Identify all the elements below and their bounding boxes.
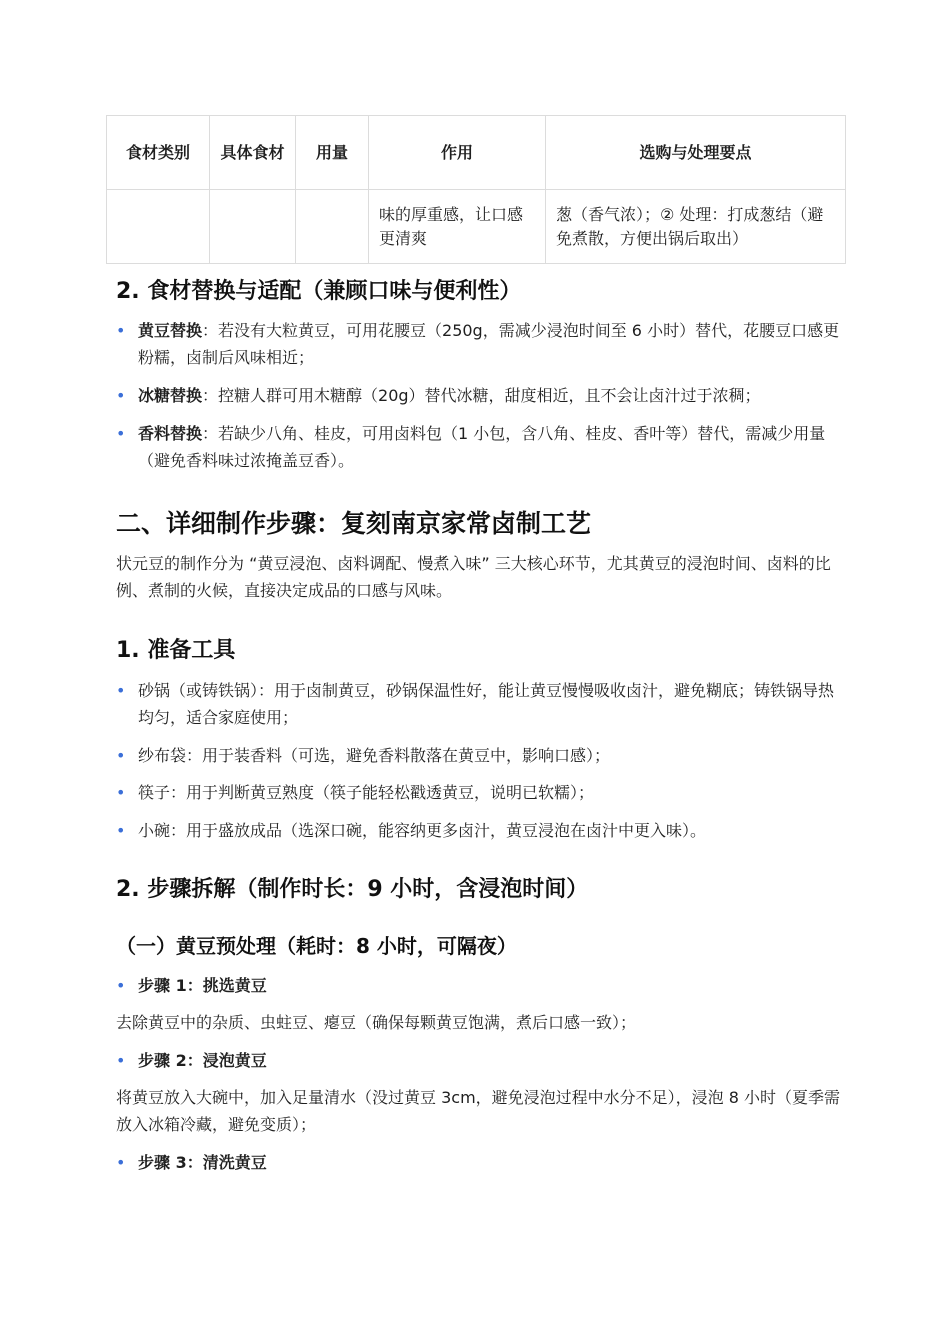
table-header-cell: 作用	[369, 116, 546, 190]
table-cell	[296, 190, 369, 264]
bullet-icon: •	[116, 386, 126, 405]
item-label: 香料替换	[138, 424, 203, 443]
item-text: 筷子：用于判断黄豆熟度（筷子能轻松戳透黄豆，说明已软糯）；	[138, 783, 595, 802]
step-label: 步骤 3：清洗黄豆	[138, 1153, 267, 1172]
bullet-icon: •	[116, 746, 126, 765]
item-text: 小碗：用于盛放成品（选深口碗，能容纳更多卤汁，黄豆浸泡在卤汁中更入味）。	[138, 821, 707, 840]
list-item	[116, 317, 840, 371]
bullet-icon: •	[116, 783, 126, 802]
list-item	[116, 742, 840, 769]
table-cell	[210, 190, 296, 264]
step-text: 将黄豆放入大碗中，加入足量清水（没过黄豆 3cm，避免浸泡过程中水分不足），浸泡 8 小时（夏季需放入冰箱冷藏，避免变质）；	[116, 1088, 841, 1134]
table-header-row	[107, 116, 846, 190]
tools-title: 1. 准备工具	[116, 638, 236, 663]
list-item	[116, 972, 840, 999]
table-cell	[107, 190, 210, 264]
list-item	[116, 817, 840, 844]
table-header-cell: 食材类别	[107, 116, 210, 190]
list-item	[116, 1047, 840, 1074]
bullet-icon: •	[116, 424, 126, 443]
bullet-icon: •	[116, 1051, 126, 1070]
section-title-replace: 2. 食材替换与适配（兼顾口味与便利性）	[116, 279, 522, 304]
item-text: ：控糖人群可用木糖醇（20g）替代冰糖，甜度相近，且不会让卤汁过于浓稠；	[202, 386, 761, 405]
item-text: ：若没有大粒黄豆，可用花腰豆（250g，需减少浸泡时间至 6 小时）替代，花腰豆口感更粉糯，卤制后风味相近；	[138, 321, 840, 367]
sub-title: （一）黄豆预处理（耗时：8 小时，可隔夜）	[116, 934, 517, 958]
item-label: 冰糖替换	[138, 386, 203, 405]
item-text: ：若缺少八角、桂皮，可用卤料包（1 小包，含八角、桂皮、香叶等）替代，需减少用量（避免香料味过浓掩盖豆香）。	[138, 424, 826, 470]
table-row	[107, 190, 846, 264]
table-cell: 味的厚重感，让口感更清爽	[369, 190, 546, 264]
bullet-icon: •	[116, 321, 126, 340]
item-label: 黄豆替换	[138, 321, 203, 340]
bullet-icon: •	[116, 976, 126, 995]
bullet-icon: •	[116, 821, 126, 840]
list-item	[116, 382, 840, 409]
table-header-cell: 用量	[296, 116, 369, 190]
table-cell: 葱（香气浓）；② 处理：打成葱结（避免煮散，方便出锅后取出）	[546, 190, 846, 264]
list-item	[116, 1149, 840, 1176]
item-text: 砂锅（或铸铁锅）：用于卤制黄豆，砂锅保温性好，能让黄豆慢慢吸收卤汁，避免糊底；铸铁锅导热均匀，适合家庭使用；	[138, 681, 835, 727]
step-label: 步骤 1：挑选黄豆	[138, 976, 267, 995]
step-text: 去除黄豆中的杂质、虫蛀豆、瘪豆（确保每颗黄豆饱满，煮后口感一致）；	[116, 1013, 637, 1032]
bullet-icon: •	[116, 1153, 126, 1172]
intro-paragraph: 状元豆的制作分为 “黄豆浸泡、卤料调配、慢煮入味” 三大核心环节，尤其黄豆的浸泡时间、卤料的比例、煮制的火候，直接决定成品的口感与风味。	[116, 554, 831, 600]
list-item	[116, 677, 840, 731]
breakdown-title: 2. 步骤拆解（制作时长：9 小时，含浸泡时间）	[116, 877, 589, 902]
bullet-icon: •	[116, 681, 126, 700]
ingredient-table	[106, 115, 846, 264]
section-title-steps: 二、详细制作步骤：复刻南京家常卤制工艺	[116, 509, 592, 538]
table-header-cell: 具体食材	[210, 116, 296, 190]
step-label: 步骤 2：浸泡黄豆	[138, 1051, 267, 1070]
list-item	[116, 779, 840, 806]
list-item	[116, 420, 840, 474]
item-text: 纱布袋：用于装香料（可选，避免香料散落在黄豆中，影响口感）；	[138, 746, 611, 765]
table-header-cell: 选购与处理要点	[546, 116, 846, 190]
